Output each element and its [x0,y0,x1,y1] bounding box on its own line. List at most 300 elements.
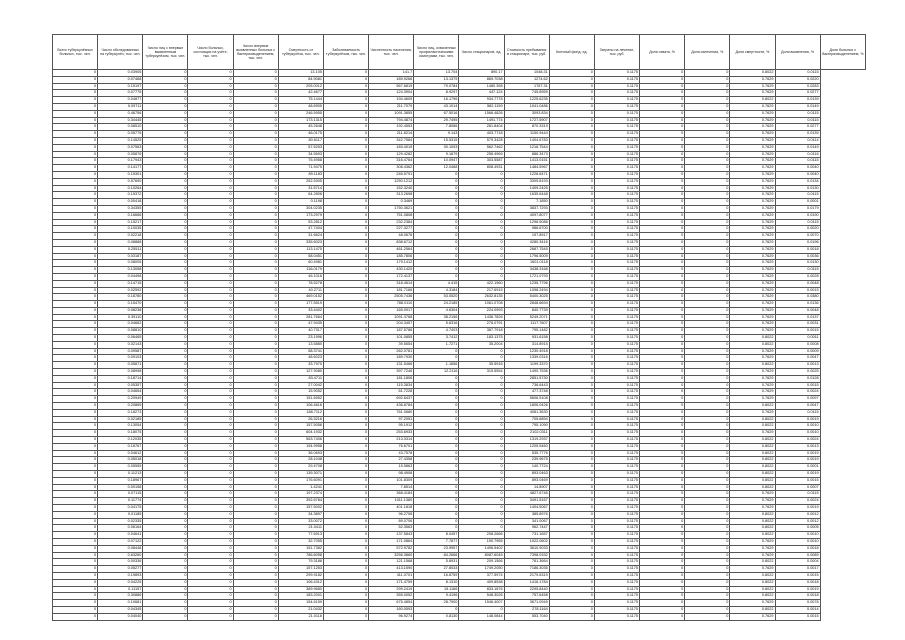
table-cell: 0 [459,430,504,437]
table-cell: 0 [549,267,594,274]
table-cell: 0 [459,253,504,260]
table-cell: 0.0008 [775,341,820,348]
table-cell: 0 [414,226,459,233]
table-cell: 34.3897 [278,511,323,518]
table-cell: 477.3748 [504,389,549,396]
table-cell: 0 [188,328,233,335]
table-cell: 0 [685,369,730,376]
table-cell: 0.1175 [594,151,639,158]
table-cell: 1339.0316 [504,355,549,362]
table-cell: 0.0078 [775,600,820,607]
table-cell: 0 [323,538,368,545]
table-cell: 185.7806 [369,253,414,260]
table-cell: 0 [640,423,685,430]
table-cell: 0.0024 [775,498,820,505]
table-cell: 0 [53,477,98,484]
table-cell: 1061.0708 [459,301,504,308]
table-cell: 0 [53,171,98,178]
table-cell: 0.8022 [730,362,775,369]
table-cell: 0.0115 [775,219,820,226]
table-cell: 0 [323,301,368,308]
table-cell: 0 [188,287,233,294]
table-cell: 0.0277 [775,90,820,97]
table-cell: 869.7038 [459,76,504,83]
table-cell: 0 [233,403,278,410]
table-cell: 0 [188,131,233,138]
table-cell: 0.1175 [594,511,639,518]
table-cell: 0 [53,131,98,138]
table-cell: 0.8022 [730,518,775,525]
table-cell: 0.1175 [594,178,639,185]
table-row [53,165,866,172]
table-cell: 0 [549,579,594,586]
table-cell: 181.7166 [369,287,414,294]
table-cell: 0 [685,124,730,131]
table-row [53,545,866,552]
table-cell: 75.1444 [278,97,323,104]
table-cell: 0.0115 [775,70,820,77]
table-cell: 795.1090 [504,423,549,430]
table-cell: 0 [685,307,730,314]
table-cell: 0 [233,369,278,376]
table-cell: 0 [53,151,98,158]
table-cell: 0 [459,505,504,512]
table-cell: 0.7629 [730,239,775,246]
table-cell: 0 [549,348,594,355]
table-cell: 33.7970 [278,362,323,369]
table-cell: 0 [549,382,594,389]
table-cell: 0 [549,525,594,532]
table-cell: 48.6905 [278,103,323,110]
table-cell: 76.6701 [369,443,414,450]
table-cell: 0 [685,171,730,178]
table-cell: 0 [685,450,730,457]
table-cell: 0 [685,199,730,206]
table-cell: 0.1175 [594,437,639,444]
table-cell: 0.39110 [98,314,143,321]
table-cell: 318.4614 [369,280,414,287]
table-cell: 0 [549,505,594,512]
table-cell: 0 [414,450,459,457]
table-cell: 1484.5967 [504,165,549,172]
table-cell: 0 [143,579,188,586]
table-cell: 9.4196 [414,593,459,600]
table-cell: 0 [188,212,233,219]
table-cell: 197.8917 [504,233,549,240]
table-cell: 0.0130 [775,185,820,192]
table-cell: 0 [414,212,459,219]
table-cell: 0.1175 [594,341,639,348]
table-cell: 192.4553 [369,124,414,131]
table-cell: 46.0175 [278,131,323,138]
table-cell: 314.8915 [504,341,549,348]
table-cell: 0.15197 [98,83,143,90]
column-header: Число впервые выявленных больных с бактериовыделением, тыс. чел. [233,35,278,70]
table-cell: 0 [640,409,685,416]
table-cell: 675.4854 [369,600,414,607]
table-cell: 0 [188,613,233,620]
table-cell: 0 [53,321,98,328]
table-cell: 0.08998 [98,369,143,376]
table-cell: 0 [323,369,368,376]
table-cell: 0 [685,233,730,240]
table-cell: 0.09103 [98,355,143,362]
table-cell: 0 [233,185,278,192]
table-cell: 0 [323,362,368,369]
table-cell: 0 [640,124,685,131]
table-cell: 0 [549,171,594,178]
table-cell: 27.0042 [278,382,323,389]
table-cell: 0 [188,538,233,545]
table-row [53,70,866,77]
table-cell: 1319.2937 [504,437,549,444]
table-cell: 1226.6471 [504,171,549,178]
table-cell: 0.05277 [98,566,143,573]
table-cell: 0.04877 [98,97,143,104]
table-cell: 0 [549,511,594,518]
table-cell: 183.2001 [278,593,323,600]
table-cell: 0 [323,226,368,233]
table-cell: 0 [685,253,730,260]
table-cell: 0.0015 [775,328,820,335]
table-cell: 5.6316 [414,321,459,328]
table-cell: 38.2156 [414,314,459,321]
table-cell: 7186.3035 [504,566,549,573]
table-cell: 253.6933 [369,430,414,437]
table-cell: 0 [188,294,233,301]
table-cell: 0 [640,538,685,545]
table-cell: 0 [414,416,459,423]
table-cell: 0.7629 [730,613,775,620]
table-cell: 0 [188,103,233,110]
table-cell: 0.02185 [98,416,143,423]
table-cell: 0 [549,199,594,206]
table-cell: 838.6712 [369,239,414,246]
table-cell: 0 [685,613,730,620]
table-cell: 0.13058 [98,267,143,274]
table-cell: 0 [143,287,188,294]
table-cell: 171.0864 [369,538,414,545]
table-cell: 0 [53,144,98,151]
table-cell: 1416.1784 [504,579,549,586]
column-header: Число лиц, охваченных профилактическими осмотрами, тыс. чел. [414,35,459,70]
table-cell: 28.7900 [414,600,459,607]
table-cell: 4827.6746 [504,491,549,498]
table-cell: 0.0007 [775,484,820,491]
table-header [53,35,866,70]
table-cell: 0.1175 [594,267,639,274]
table-cell: 0 [549,239,594,246]
table-cell: 0 [143,348,188,355]
table-cell: 0 [53,117,98,124]
table-cell: 75.4958 [278,158,323,165]
table-cell: 0 [143,593,188,600]
table-cell: 0.10681 [98,600,143,607]
table-cell: 0 [53,566,98,573]
table-cell: 0 [640,90,685,97]
table-cell: 1011.1380 [369,498,414,505]
table-cell: 1225.6235 [504,97,549,104]
table-row [53,518,866,525]
table-cell: 0 [549,97,594,104]
column-header: Заболеваемость туберкулёзом, тыс. чел. [323,35,368,70]
table-cell: 0.0139 [775,97,820,104]
table-cell: 1727.5907 [504,117,549,124]
table-cell: 0 [459,498,504,505]
table-cell: 0 [53,199,98,206]
table-cell: 0.18075 [98,430,143,437]
table-cell: 89.1183 [278,171,323,178]
table-cell: 0 [233,538,278,545]
table-cell: 788.0110 [369,301,414,308]
table-cell: 209.1566 [459,559,504,566]
table-cell: 0.15301 [98,171,143,178]
table-cell: 0 [53,314,98,321]
table-cell: 0 [143,294,188,301]
table-cell: 0.02143 [98,341,143,348]
table-cell: 281.8404 [459,124,504,131]
table-cell: 0 [640,178,685,185]
table-cell: 0.0024 [775,437,820,444]
table-cell: 0 [459,477,504,484]
table-cell: 0.1175 [594,430,639,437]
table-cell: 0 [323,552,368,559]
table-cell: 0 [53,205,98,212]
table-cell: 757.6458 [504,593,549,600]
column-header: Всего туберкулёзных больных, тыс. чел. [53,35,98,70]
table-row [53,416,866,423]
table-cell: 377.5974 [459,572,504,579]
table-cell: 422.1960 [459,280,504,287]
table-cell: 786.6098 [278,552,323,559]
table-cell: 0 [549,280,594,287]
table-cell: 0 [549,532,594,539]
table-cell: 224.0993 [459,307,504,314]
table-cell: 0.1175 [594,362,639,369]
table-cell: 0 [143,233,188,240]
table-cell: 0 [143,178,188,185]
table-cell: 0.1175 [594,253,639,260]
table-cell: 0.0115 [775,158,820,165]
table-cell: 0 [143,328,188,335]
table-cell: 0 [143,477,188,484]
table-cell: 0.0013 [775,362,820,369]
table-cell: 0 [414,491,459,498]
table-cell: 0 [685,212,730,219]
table-cell: 0.1175 [594,464,639,471]
table-cell: 0 [640,348,685,355]
table-cell: 0.7629 [730,83,775,90]
table-cell: 0 [459,450,504,457]
table-cell: 0 [143,437,188,444]
table-cell: 0 [459,606,504,613]
table-cell: 21.0116 [278,613,323,620]
table-cell: 0 [233,341,278,348]
table-row [53,144,866,151]
table-cell: 0 [640,328,685,335]
table-cell: 0 [549,212,594,219]
table-cell: 1749.2050 [459,566,504,573]
table-cell: 0 [143,192,188,199]
table-cell: 0 [233,477,278,484]
table-cell: 0 [188,545,233,552]
table-cell: 0 [53,233,98,240]
table-cell: 0 [414,260,459,267]
table-cell: 0.09711 [98,103,143,110]
table-cell: 7.8514 [369,484,414,491]
table-cell: 0 [640,70,685,77]
table-row [53,212,866,219]
table-cell: 385.8976 [504,511,549,518]
table-cell: 4081.3630 [504,409,549,416]
table-cell: 0.0015 [775,287,820,294]
table-cell: 0 [53,443,98,450]
table-cell: 0 [640,287,685,294]
table-cell: 0.14715 [98,280,143,287]
table-cell: 0.8022 [730,579,775,586]
table-cell: 0 [640,335,685,342]
table-cell: 0.0115 [775,117,820,124]
table-cell: 0 [459,396,504,403]
table-cell: 0 [640,212,685,219]
table-cell: 0.11157 [98,586,143,593]
table-cell: 0 [640,464,685,471]
table-cell: 0 [640,498,685,505]
table-cell: 0 [143,199,188,206]
table-cell: 0 [549,471,594,478]
table-cell: 0.15217 [98,219,143,226]
table-cell: 0 [323,158,368,165]
table-cell: 0 [323,117,368,124]
table-cell: 0 [323,477,368,484]
table-cell: 0.1175 [594,606,639,613]
table-cell: 43.7578 [369,450,414,457]
table-cell: 0 [143,416,188,423]
table-cell: 0 [414,273,459,280]
table-cell: 0 [549,178,594,185]
table-cell: 0 [640,239,685,246]
table-cell: 0 [549,572,594,579]
table-cell: 1.1656 [414,362,459,369]
table-cell: 0 [188,341,233,348]
table-cell: 0 [323,192,368,199]
table-cell: 246.5955 [278,110,323,117]
table-cell: 0.1175 [594,532,639,539]
table-cell: 0 [549,341,594,348]
table-cell: 0 [685,498,730,505]
table-cell: 165.0917 [369,307,414,314]
table-cell: 0 [323,260,368,267]
table-cell: 579.3428 [459,137,504,144]
table-cell: 0 [188,457,233,464]
table-cell: 0.8022 [730,593,775,600]
table-cell: 0 [233,219,278,226]
table-cell: 0 [640,369,685,376]
table-cell: 0 [640,403,685,410]
table-cell: 0.04498 [98,273,143,280]
table-cell: 139.3071 [278,471,323,478]
table-cell: 0.7629 [730,566,775,573]
table-cell: 0.20869 [98,403,143,410]
table-cell: 0 [53,355,98,362]
table-cell: 0 [143,335,188,342]
table-cell: 0.7629 [730,355,775,362]
table-cell: 0 [640,260,685,267]
table-cell: 0 [143,532,188,539]
table-cell: 157.5056 [278,423,323,430]
table-cell: 0.8022 [730,525,775,532]
table-cell: 0 [53,471,98,478]
table-cell: 0 [549,593,594,600]
table-cell: 0 [53,362,98,369]
table-cell: 101.8309 [369,477,414,484]
table-cell: 0 [143,355,188,362]
table-cell: 0 [233,90,278,97]
column-header: Численность населения, тыс. чел. [369,35,414,70]
table-cell: 0.0031 [775,321,820,328]
table-cell: 0.1175 [594,477,639,484]
table-cell: 0.7629 [730,505,775,512]
table-cell: 0.04612 [98,450,143,457]
table-cell: 0 [640,586,685,593]
table-cell: 0 [323,613,368,620]
table-cell: 0 [323,253,368,260]
table-row [53,273,866,280]
table-cell: 60.4981 [278,260,323,267]
table-cell: 0 [685,586,730,593]
table-cell: 0 [323,484,368,491]
table-cell: 0.7629 [730,498,775,505]
table-cell: 15.9052 [278,389,323,396]
table-row [53,307,866,314]
table-cell: 0.1175 [594,355,639,362]
table-cell: 0.1175 [594,199,639,206]
table-row [53,103,866,110]
table-cell: 35.2004 [459,341,504,348]
table-cell: 0 [685,403,730,410]
table-cell: 0 [188,552,233,559]
table-cell: 986.6700 [504,226,549,233]
table-cell: 148.0844 [459,613,504,620]
table-cell: 0 [640,226,685,233]
table-cell: 0 [188,518,233,525]
table-cell: 0 [53,185,98,192]
table-cell: 0 [685,246,730,253]
table-cell: 97.2051 [369,416,414,423]
table-cell: 0 [323,443,368,450]
table-cell: 0 [188,491,233,498]
table-cell: 0.1175 [594,579,639,586]
table-cell: 1235.7796 [504,280,549,287]
table-cell: 0 [188,572,233,579]
table-cell: 0 [685,491,730,498]
table-cell: 0 [640,416,685,423]
table-cell: 0 [323,586,368,593]
table-cell: 152.3240 [369,185,414,192]
table-cell: 0.7629 [730,314,775,321]
table-cell: 0.14177 [98,165,143,172]
table-cell: 0 [640,443,685,450]
table-cell: 0 [233,124,278,131]
table-cell: 0 [640,355,685,362]
table-row [53,437,866,444]
table-cell: 232.2384 [369,219,414,226]
table-cell: 0 [53,348,98,355]
table-cell: 0 [143,525,188,532]
table-cell: 0 [188,464,233,471]
table-row [53,287,866,294]
table-cell: 1480.398 [459,83,504,90]
